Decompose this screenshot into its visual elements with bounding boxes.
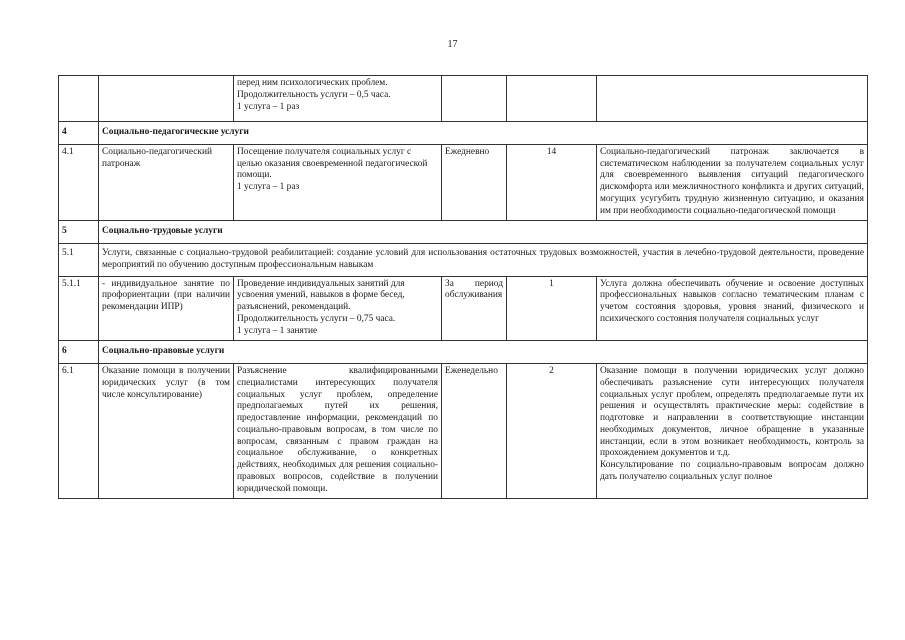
cell-conditions [597,76,868,122]
section-title: Социально-правовые услуги [99,341,868,364]
cell-number: 6.1 [59,364,99,499]
cell-period [442,76,507,122]
cell-description [234,144,442,221]
section-title: Социально-трудовые услуги [99,221,868,244]
cell-service-name: Социально-педагогический патронаж [99,144,234,221]
table-row [59,76,868,122]
cell-volume: 2 [507,364,597,499]
subsection-text: Услуги, связанные с социально-трудовой реабилитацией: создание условий для использования остаточных трудовых возможностей, участия в лечебно-трудовой деятельности, проведение мероприятий по обучению доступным профессиональным навыкам [99,244,868,277]
subsection-row [59,244,868,277]
cell-service-name: Оказание помощи в получении юридических услуг (в том числе консультирование) [99,364,234,499]
cell-period: Еженедельно [442,364,507,499]
text-line: Продолжительность услуги – 0,75 часа. [237,313,396,324]
cell-service-name: - индивидуальное занятие по профориентации (при наличии рекомендации ИПР) [99,276,234,341]
text-line: Оказание помощи в получении юридических услуг должно обеспечивать разъяснение сути интересующих получателя социальных услуг проблем, определять предполагаемые пути их решения и осуществлять практические меры: содействие в подготовке и направлении в соответствующие инстанции необходимых документов, личное обращение в указанные инстанции, если в этом возникает необходимость, контроль за прохождением документов и т.д. [600,366,864,459]
cell-service-name [99,76,234,122]
cell-volume [507,76,597,122]
text-line: Продолжительность услуги – 0,5 часа. [237,89,391,100]
text-line: 1 услуга – 1 занятие [237,325,318,336]
cell-conditions: Услуга должна обеспечивать обучение и освоение доступных профессиональных навыков согласно тематическим планам с учетом состояния здоровья, уровня знаний, физического и психического состояния получателя социальных услуг [597,276,868,341]
text-line: 1 услуга – 1 раз [237,182,300,192]
cell-period: За период обслуживания [442,276,507,341]
page-number: 17 [447,39,458,50]
cell-description: Разъяснение квалифицированными специалистами интересующих получателя социальных услуг проблем, определение предполагаемых путей их решения, предоставление информации, рекомендаций по социально-правовым вопросам, в том числе по вопросам, связанным с правом граждан на социальное обслуживание, о конкретных действиях, необходимых для решения социально-правовых вопросов, содействие в получении юридической помощи. [234,364,442,499]
cell-number: 5.1.1 [59,276,99,341]
section-number: 6 [59,341,99,364]
cell-conditions: Социально-педагогический патронаж заключается в систематическом наблюдении за получателем социальных услуг для своевременного выявления ситуаций педагогического дискомфорта или межличностного конфликта и других ситуаций, могущих усугубить трудную жизненную ситуацию, и оказания им при необходимости социально-педагогической помощи [597,144,868,221]
cell-volume: 1 [507,276,597,341]
cell-period: Ежедневно [442,144,507,221]
cell-number [59,76,99,122]
text-line: Консультирование по социально-правовым вопросам должно дать получателю социальных услуг полное [600,460,864,482]
text-line: Проведение индивидуальных занятий для усвоения умений, навыков в форме бесед, разъяснений, рекомендаций. [237,278,405,312]
section-row [59,221,868,244]
table-row [59,276,868,341]
cell-number: 5.1 [59,244,99,277]
section-number: 5 [59,221,99,244]
section-title: Социально-педагогические услуги [99,122,868,145]
cell-description [234,276,442,341]
section-row [59,122,868,145]
services-table [58,75,868,499]
cell-conditions [597,364,868,499]
table-row [59,144,868,221]
text-line: 1 услуга – 1 раз [237,101,300,112]
text-line: Посещение получателя социальных услуг с целью оказания своевременной педагогической помощи. [237,146,428,181]
table-row [59,364,868,499]
section-row [59,341,868,364]
section-number: 4 [59,122,99,145]
cell-description [234,76,442,122]
cell-volume: 14 [507,144,597,221]
cell-number: 4.1 [59,144,99,221]
text-line: перед ним психологических проблем. [237,78,388,88]
